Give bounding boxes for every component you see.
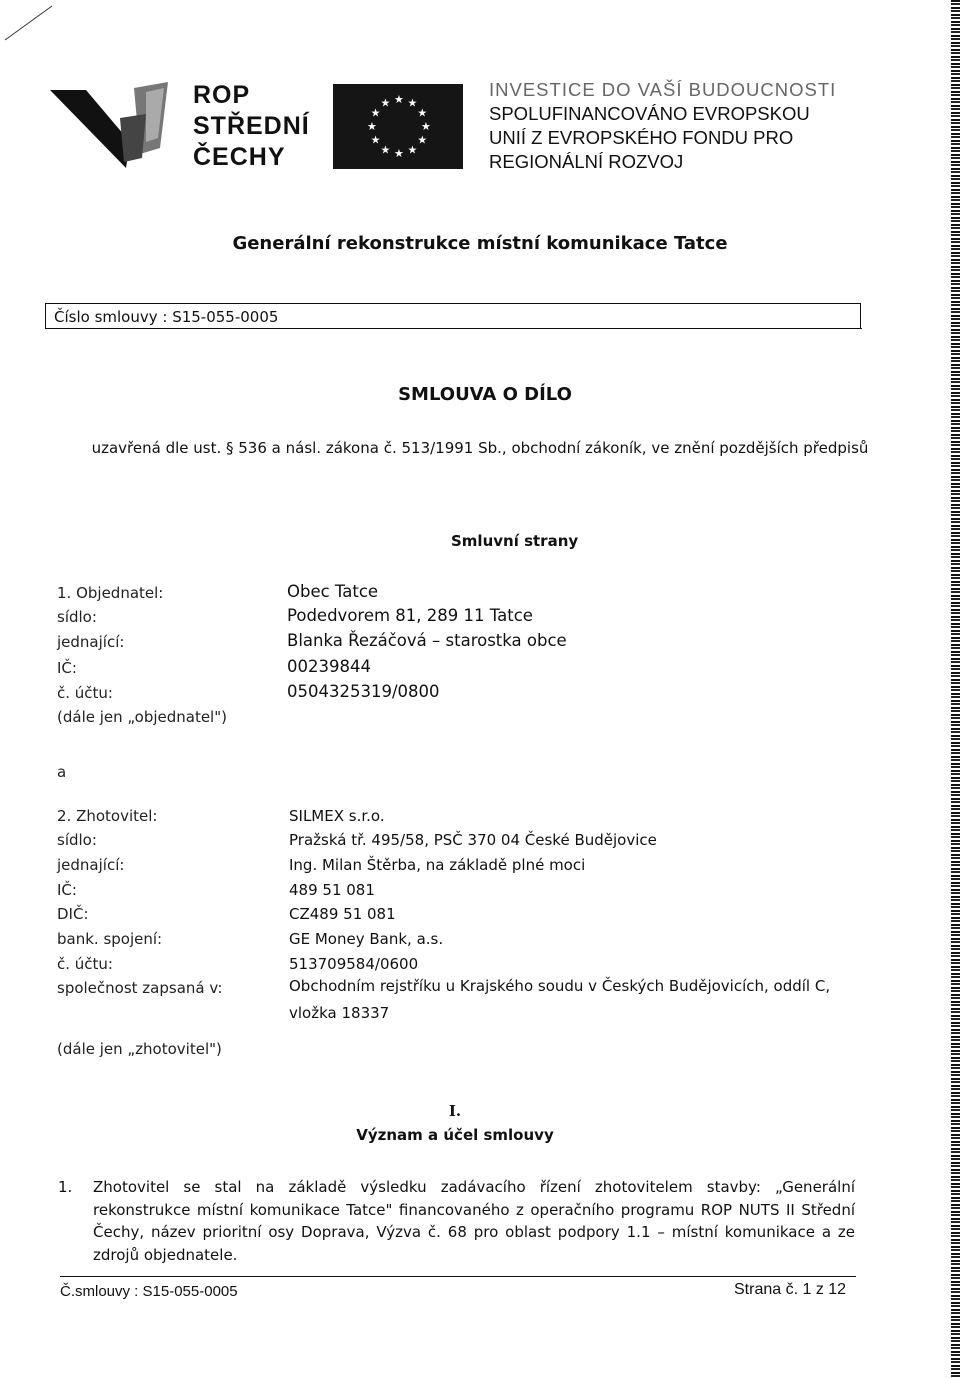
party2-value-jednajici: Ing. Milan Štěrba, na základě plné moci	[289, 856, 586, 874]
party2-label-bank: bank. spojení:	[57, 930, 163, 948]
party2-label-ucet: č. účtu:	[57, 955, 113, 973]
rop-line-1: ROP	[193, 81, 251, 109]
eu-star-icon: ★	[407, 143, 418, 157]
party1-label-sidlo: sídlo:	[57, 608, 97, 626]
party2-value-bank: GE Money Bank, a.s.	[289, 930, 444, 948]
parties-heading: Smluvní strany	[451, 532, 579, 550]
section-title: Význam a účel smlouvy	[356, 1126, 554, 1144]
rop-line-3: ČECHY	[193, 143, 286, 171]
party1-label-ic: IČ:	[57, 659, 77, 677]
party2-label-sidlo: sídlo:	[57, 831, 97, 849]
subtitle: uzavřená dle ust. § 536 a násl. zákona č. 513/1991 Sb., obchodní zákoník, ve znění pozdějších předpisů	[91, 439, 869, 457]
party2-value-ucet: 513709584/0600	[289, 955, 419, 973]
document-title: Generální rekonstrukce místní komunikace Tatce	[232, 233, 728, 254]
party1-value-jednajici: Blanka Řezáčová – starostka obce	[287, 631, 567, 650]
main-title: SMLOUVA O DÍLO	[398, 384, 572, 405]
party2-label-registry: společnost zapsaná v:	[57, 979, 223, 997]
eu-star-icon: ★	[370, 133, 381, 147]
contract-number: Číslo smlouvy : S15-055-0005	[54, 308, 279, 326]
party2-label-zhotovitel: 2. Zhotovitel:	[57, 807, 158, 825]
eu-star-icon: ★	[421, 120, 431, 133]
party1-label-ucet: č. účtu:	[57, 684, 113, 702]
paragraph-text: Zhotovitel se stal na základě výsledku zadávacího řízení zhotovitelem stavby: „Generální rekonstrukce místní komunikace Tatce" financovaného z operačního programu ROP NUTS II Střední Čechy, název prioritní osy Doprava, Výzva č. 68 pro oblast podpory 1.1 – místní komunikace a ze zdrojů objednatele.	[93, 1178, 855, 1264]
party2-value-sidlo: Pražská tř. 495/58, PSČ 370 04 České Budějovice	[289, 831, 657, 849]
eu-star-icon: ★	[417, 106, 428, 120]
eu-star-icon: ★	[394, 93, 404, 106]
party1-value-sidlo: Podedvorem 81, 289 11 Tatce	[287, 606, 533, 625]
party1-label-jednajici: jednající:	[57, 633, 125, 651]
eu-flag-icon	[333, 84, 463, 169]
eu-star-icon: ★	[417, 133, 428, 147]
eu-star-icon: ★	[380, 143, 391, 157]
section-number: I.	[448, 1102, 462, 1120]
party2-label-jednajici: jednající:	[57, 856, 125, 874]
eu-star-icon: ★	[370, 106, 381, 120]
scan-mark	[0, 0, 60, 50]
eu-star-icon: ★	[380, 96, 391, 110]
party1-label-objednatel: 1. Objednatel:	[57, 584, 164, 602]
party1-value-ucet: 0504325319/0800	[287, 682, 440, 701]
eu-star-icon: ★	[407, 96, 418, 110]
eu-line-2: SPOLUFINANCOVÁNO EVROPSKOU	[489, 103, 810, 124]
party1-value-ic: 00239844	[287, 657, 371, 676]
rop-logo-icon	[50, 78, 180, 178]
contract-number-box	[45, 303, 861, 328]
party2-label-ic: IČ:	[57, 881, 77, 899]
party2-value-ic: 489 51 081	[289, 881, 375, 899]
scan-edge-strip	[951, 0, 960, 1378]
eu-line-3: UNIÍ Z EVROPSKÉHO FONDU PRO	[489, 127, 794, 148]
paragraph-number: 1.	[58, 1178, 73, 1196]
party1-value-objednatel: Obec Tatce	[287, 582, 379, 601]
footer-contract-number: Č.smlouvy : S15-055-0005	[60, 1283, 238, 1300]
eu-line-4: REGIONÁLNÍ ROZVOJ	[489, 151, 684, 172]
eu-star-icon: ★	[367, 120, 377, 133]
footer-divider	[60, 1276, 856, 1277]
party2-value-zhotovitel: SILMEX s.r.o.	[289, 807, 385, 825]
party2-value-registry: Obchodním rejstříku u Krajského soudu v Českých Budějovicích, oddíl C,	[289, 977, 831, 995]
footer-page-number: Strana č. 1 z 12	[734, 1281, 847, 1298]
party2-alias: (dále jen „zhotovitel")	[57, 1040, 222, 1058]
eu-line-1: INVESTICE DO VAŠÍ BUDOUCNOSTI	[489, 79, 837, 100]
eu-funding-text	[489, 78, 836, 174]
party1-alias: (dále jen „objednatel")	[57, 708, 227, 726]
rop-line-2: STŘEDNÍ	[193, 112, 310, 140]
party2-value-dic: CZ489 51 081	[289, 905, 396, 923]
connector-a: a	[57, 763, 67, 781]
rop-logo-text	[193, 80, 310, 173]
party2-registry-cont: vložka 18337	[289, 1004, 390, 1022]
eu-star-icon: ★	[394, 147, 404, 160]
party2-label-dic: DIČ:	[57, 905, 89, 923]
